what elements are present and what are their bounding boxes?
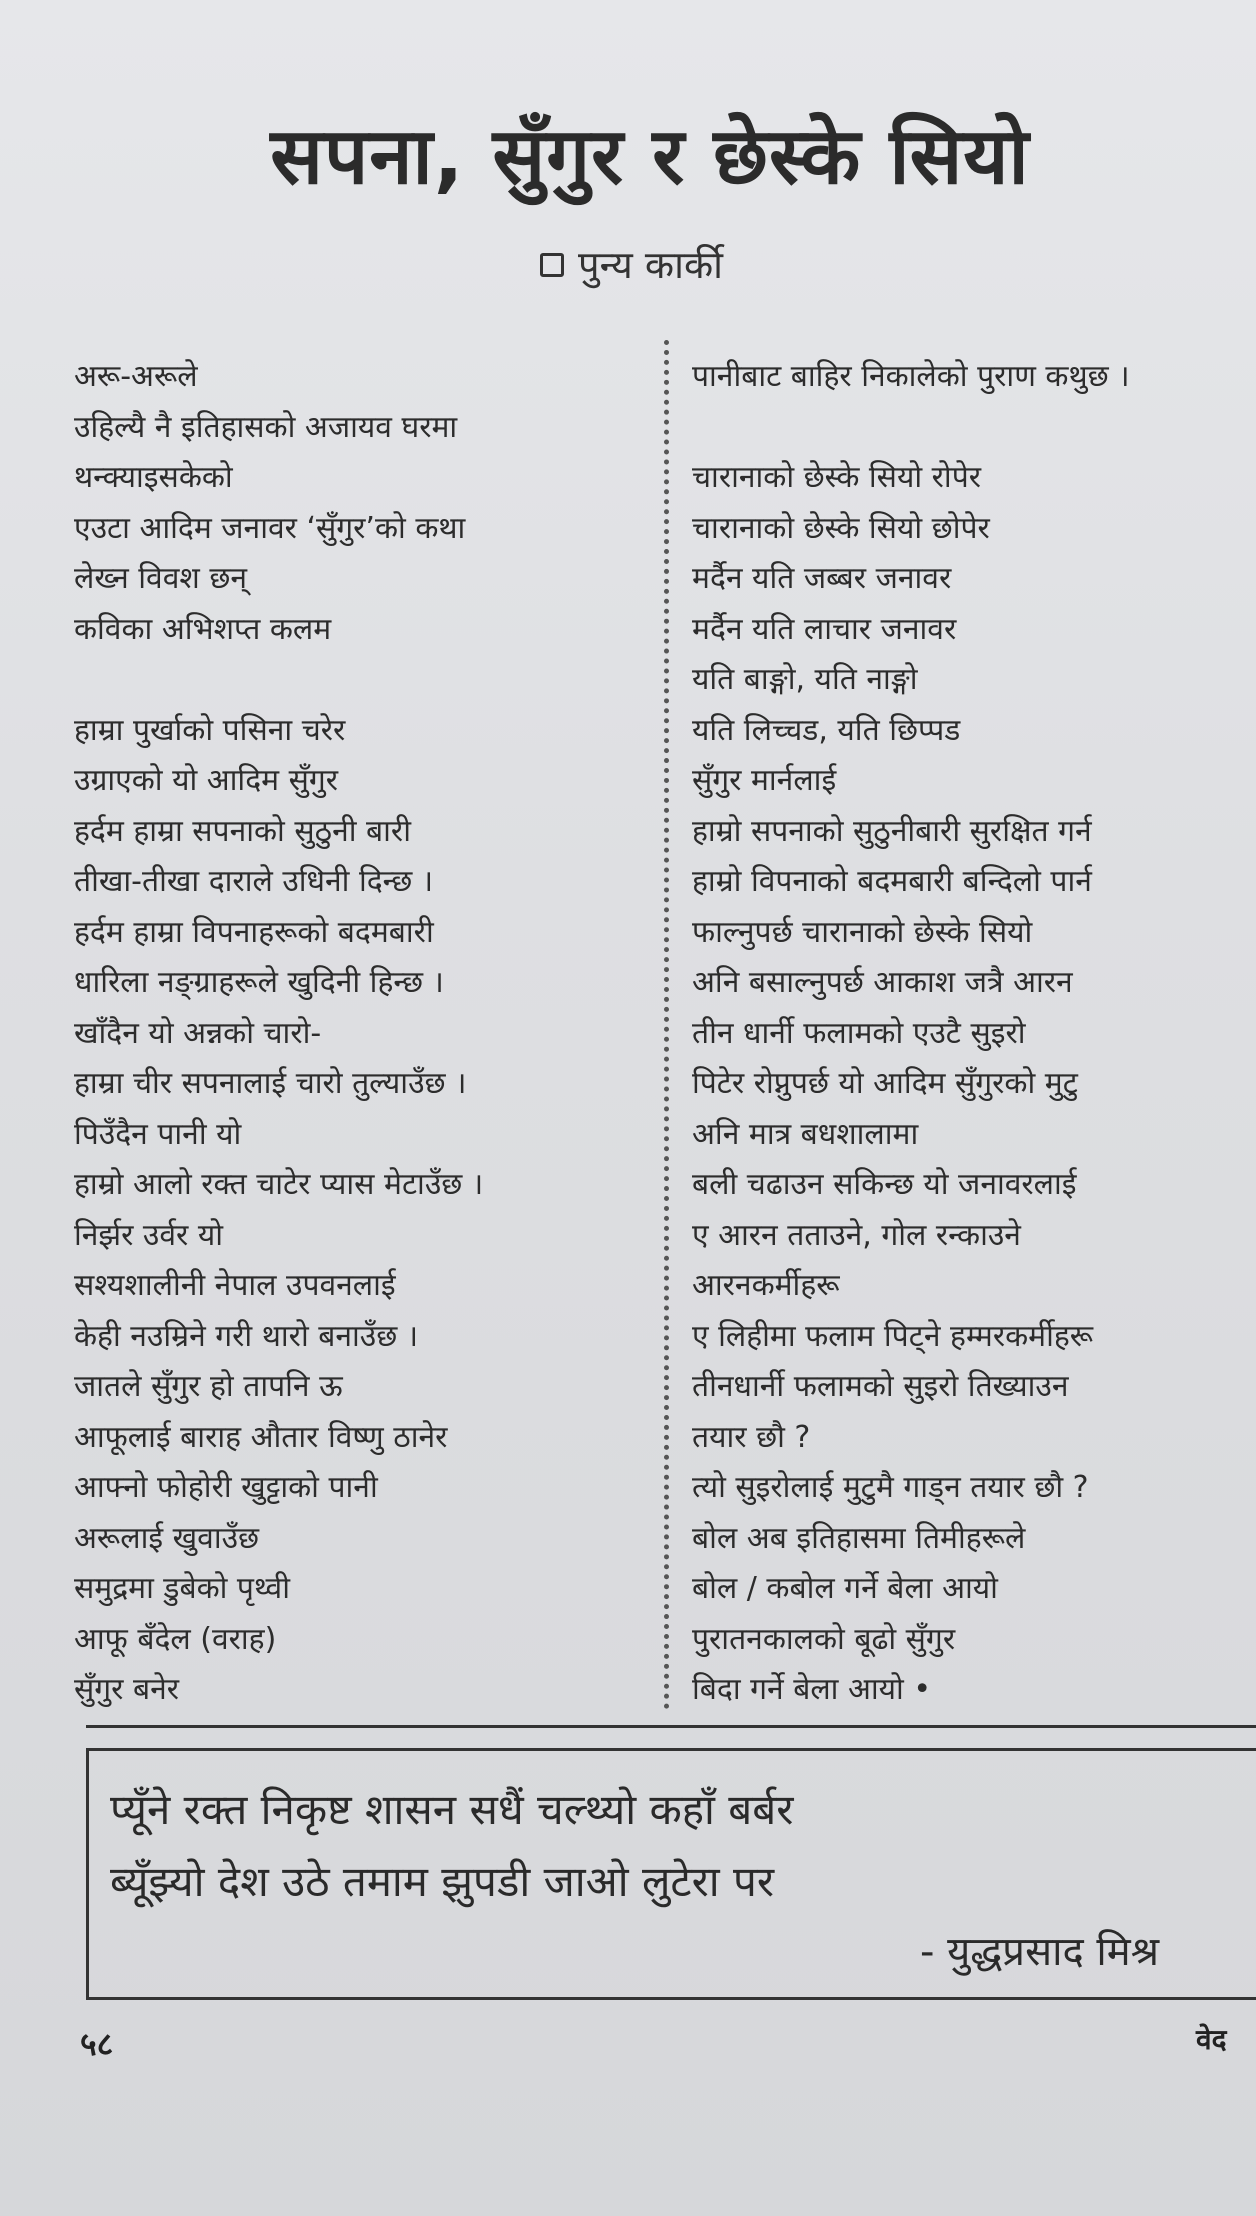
poem-line: हाम्रा पुर्खाको पसिना चरेर	[74, 712, 346, 748]
poem-line: यति लिच्चड, यति छिप्पड	[692, 712, 961, 748]
poem-line: पिउँदैन पानी यो	[74, 1116, 242, 1152]
square-bullet-icon	[540, 253, 564, 277]
poem-line: यति बाङ्गो, यति नाङ्गो	[692, 662, 918, 697]
poem-line: हाम्रा चीर सपनालाई चारो तुल्याउँछ ।	[74, 1066, 467, 1101]
poem-line: बिदा गर्ने बेला आयो •	[692, 1672, 932, 1707]
poem-line: चारानाको छेस्के सियो रोपेर	[692, 460, 982, 495]
horizontal-rule	[86, 1725, 1256, 1728]
poem-line: तयार छौ ?	[692, 1419, 811, 1455]
poem-line: पुरातनकालको बूढो सुँगुर	[692, 1621, 956, 1657]
poem-line: केही नउम्रिने गरी थारो बनाउँछ ।	[74, 1318, 419, 1354]
poem-line: जातले सुँगुर हो तापनि ऊ	[74, 1369, 343, 1404]
poem-line: बोल / कबोल गर्ने बेला आयो	[692, 1571, 998, 1606]
poem-line: फाल्नुपर्छ चारानाको छेस्के सियो	[692, 914, 1033, 950]
poem-line: अनि बसाल्नुपर्छ आकाश जत्रै आरन	[692, 965, 1073, 1000]
poem-line: धारिला नङ्ग्राहरूले खुदिनी हिन्छ ।	[74, 965, 444, 1000]
poem-line	[74, 655, 644, 706]
poem-line: अरूलाई खुवाउँछ	[74, 1520, 260, 1556]
poem-line: आफ्नो फोहोरी खुट्टाको पानी	[74, 1470, 378, 1505]
poem-line: लेख्न विवश छन्	[74, 561, 248, 596]
poem-line: थन्क्याइसकेको	[74, 460, 233, 495]
poem-line: कविका अभिशप्त कलम	[74, 611, 332, 647]
poem-line: मर्दैन यति जब्बर जनावर	[692, 561, 952, 596]
author-name: पुन्य कार्की	[578, 243, 723, 287]
poem-line: पानीबाट बाहिर निकालेको पुराण कथुछ ।	[692, 359, 1130, 394]
poem-line: समुद्रमा डुबेको पृथ्वी	[74, 1571, 290, 1606]
article-title: सपना, सुँगुर र छेस्के सियो	[270, 112, 1030, 202]
quote-attribution: - युद्धप्रसाद मिश्र	[920, 1929, 1160, 1975]
poem-line: अरू-अरूले	[74, 359, 198, 394]
poem-line: अनि मात्र बधशालामा	[692, 1116, 919, 1152]
poem-line: एउटा आदिम जनावर ‘सुँगुर’को कथा	[74, 510, 466, 546]
poem-line: हर्दम हाम्रा विपनाहरूको बदमबारी	[74, 914, 434, 950]
column-divider	[664, 340, 669, 1710]
poem-line: मर्दैन यति लाचार जनावर	[692, 611, 957, 647]
poem-line: पिटेर रोप्नुपर्छ यो आदिम सुँगुरको मुटु	[692, 1066, 1078, 1101]
poem-line: निर्झर उर्वर यो	[74, 1217, 224, 1253]
poem-line: सुँगुर बनेर	[74, 1672, 180, 1707]
poem-line: तीनधार्नी फलामको सुइरो तिख्याउन	[692, 1369, 1069, 1404]
poem-line: बली चढाउन सकिन्छ यो जनावरलाई	[692, 1167, 1077, 1202]
poem-line: त्यो सुइरोलाई मुटुमै गाड्न तयार छौ ?	[692, 1470, 1089, 1505]
poem-line: सुँगुर मार्नलाई	[692, 763, 837, 798]
page-number: ५८	[80, 2025, 114, 2063]
poem-line: तीन धार्नी फलामको एउटै सुइरो	[692, 1015, 1026, 1051]
poem-line: ए आरन तताउने, गोल रन्काउने	[692, 1217, 1021, 1253]
poem-right-column	[692, 352, 1232, 1716]
poem-line: उग्राएको यो आदिम सुँगुर	[74, 763, 339, 798]
author-byline	[540, 238, 723, 290]
quote-line-1: प्यूँने रक्त निकृष्ट शासन सधैं चल्थ्यो कहाँ बर्बर	[110, 1785, 794, 1834]
poem-line: हर्दम हाम्रा सपनाको सुठुनी बारी	[74, 813, 411, 849]
poem-line: खाँदैन यो अन्नको चारो-	[74, 1015, 322, 1051]
poem-line	[692, 403, 1232, 454]
poem-line: चारानाको छेस्के सियो छोपेर	[692, 510, 990, 546]
poem-line: हाम्रो आलो रक्त चाटेर प्यास मेटाउँछ ।	[74, 1167, 484, 1202]
poem-line: हाम्रो विपनाको बदमबारी बन्दिलो पार्न	[692, 864, 1092, 899]
poem-line: आरनकर्मीहरू	[692, 1268, 840, 1303]
magazine-name-fragment: वेद	[1196, 2023, 1227, 2056]
poem-left-column	[74, 352, 644, 1716]
poem-line: सश्यशालीनी नेपाल उपवनलाई	[74, 1268, 396, 1303]
poem-line: तीखा-तीखा दाराले उधिनी दिन्छ ।	[74, 864, 434, 899]
poem-line: उहिल्यै नै इतिहासको अजायव घरमा	[74, 409, 458, 445]
poem-line: आफूलाई बाराह औतार विष्णु ठानेर	[74, 1419, 448, 1455]
poem-line: हाम्रो सपनाको सुठुनीबारी सुरक्षित गर्न	[692, 813, 1092, 849]
quote-line-2: ब्यूँझ्यो देश उठे तमाम झुपडी जाओ लुटेरा पर	[110, 1857, 775, 1906]
poem-line: ए लिहीमा फलाम पिट्ने हम्मरकर्मीहरू	[692, 1318, 1094, 1354]
poem-line: आफू बँदेल (वराह)	[74, 1621, 277, 1657]
poem-line: बोल अब इतिहासमा तिमीहरूले	[692, 1520, 1026, 1556]
